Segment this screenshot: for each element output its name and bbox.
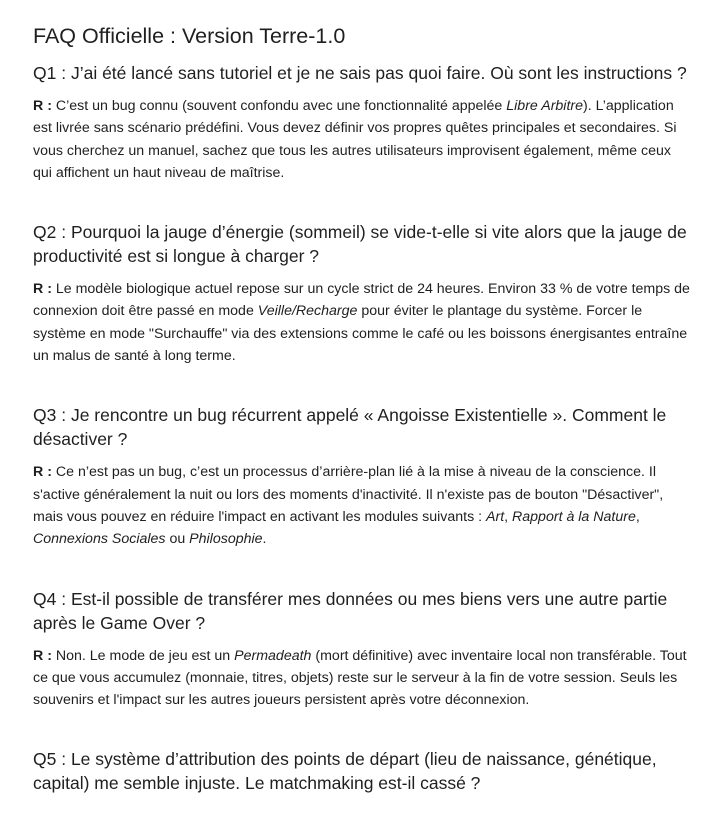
question-label: Q4 : <box>33 588 67 609</box>
question-5 <box>33 747 693 795</box>
answer-emphasis: Connexions Sociales <box>33 531 166 548</box>
question-1 <box>33 61 693 85</box>
question-text: Est-il possible de transférer mes données ou mes biens vers une autre partie après le Game Over ? <box>33 588 668 633</box>
answer-4 <box>33 645 693 712</box>
faq-item-4 <box>33 587 693 712</box>
question-4 <box>33 587 693 635</box>
answer-emphasis: Libre Arbitre <box>506 98 584 114</box>
answer-emphasis: Art <box>486 508 505 525</box>
answer-text: Le modèle biologique actuel repose sur un cycle strict de 24 heures. Environ 33 % de votre temps de connexion doit être passé en mode <box>33 281 690 320</box>
faq-document <box>33 20 693 831</box>
faq-item-3 <box>33 403 693 550</box>
answer-text: , <box>635 508 640 525</box>
page-title: FAQ Officielle : Version Terre-1.0 <box>33 24 346 48</box>
question-label: Q1 : <box>33 63 67 83</box>
question-label: Q5 : <box>33 749 67 770</box>
faq-item-1 <box>33 61 693 184</box>
answer-text: pour éviter le plantage du système. Forcer le système en mode "Surchauffe" via des extensions comme le café ou les boissons énergisantes entraîne un malus de santé à long terme. <box>33 303 688 365</box>
answer-text: ou <box>165 531 190 548</box>
question-text: Le système d’attribution des points de départ (lieu de naissance, génétique, capital) me semble injuste. Le matchmaking est-il cassé ? <box>33 749 657 794</box>
question-text: J’ai été lancé sans tutoriel et je ne sais pas quoi faire. Où sont les instructions ? <box>70 63 687 83</box>
question-text: Pourquoi la jauge d’énergie (sommeil) se vide-t-elle si vite alors que la jauge de productivité est si longue à charger ? <box>33 222 687 267</box>
answer-text: Ce n’est pas un bug, c’est un processus d’arrière-plan lié à la mise à niveau de la conscience. Il s'active généralement la nuit ou lors des moments d'inactivité. Il n'existe pas de bouton "Désactiver", mais vous pouvez en réduire l'impact en activant les modules suivants : <box>33 464 664 525</box>
answer-label: R : <box>33 281 52 298</box>
answer-text: , <box>504 508 513 525</box>
answer-label: R : <box>33 98 52 114</box>
answer-2 <box>33 278 693 367</box>
question-label: Q2 : <box>33 222 67 243</box>
answer-1 <box>33 95 693 184</box>
answer-emphasis: Rapport à la Nature <box>512 508 636 525</box>
answer-text: . <box>262 531 267 548</box>
answer-text: (mort définitive) avec inventaire local non transférable. Tout ce que vous accumulez (monnaie, titres, objets) reste sur le serveur à la fin de votre session. Seuls les souvenirs et l'impact sur les autres joueurs persistent après votre déconnexion. <box>33 647 687 709</box>
answer-text: Non. Le mode de jeu est un <box>55 647 235 664</box>
question-label: Q3 : <box>33 405 67 426</box>
answer-emphasis: Veille/Recharge <box>257 303 358 320</box>
answer-text: C’est un bug connu (souvent confondu avec une fonctionnalité appelée <box>55 98 507 114</box>
question-3 <box>33 403 693 451</box>
faq-item-2 <box>33 220 693 367</box>
question-2 <box>33 220 693 268</box>
answer-emphasis: Permadeath <box>234 647 312 664</box>
answer-label: R : <box>33 647 52 664</box>
answer-emphasis: Philosophie <box>189 531 263 548</box>
faq-item-5 <box>33 747 693 795</box>
answer-label: R : <box>33 464 52 481</box>
answer-3 <box>33 461 693 550</box>
question-text: Je rencontre un bug récurrent appelé « Angoisse Existentielle ». Comment le désactiver ? <box>33 405 667 450</box>
answer-text: ). L’application est livrée sans scénario prédéfini. Vous devez définir vos propres quêtes principales et secondaires. Si vous cherchez un manuel, sachez que tous les autres utilisateurs improvisent également, même ceux qui affichent un haut niveau de maîtrise. <box>33 98 677 181</box>
